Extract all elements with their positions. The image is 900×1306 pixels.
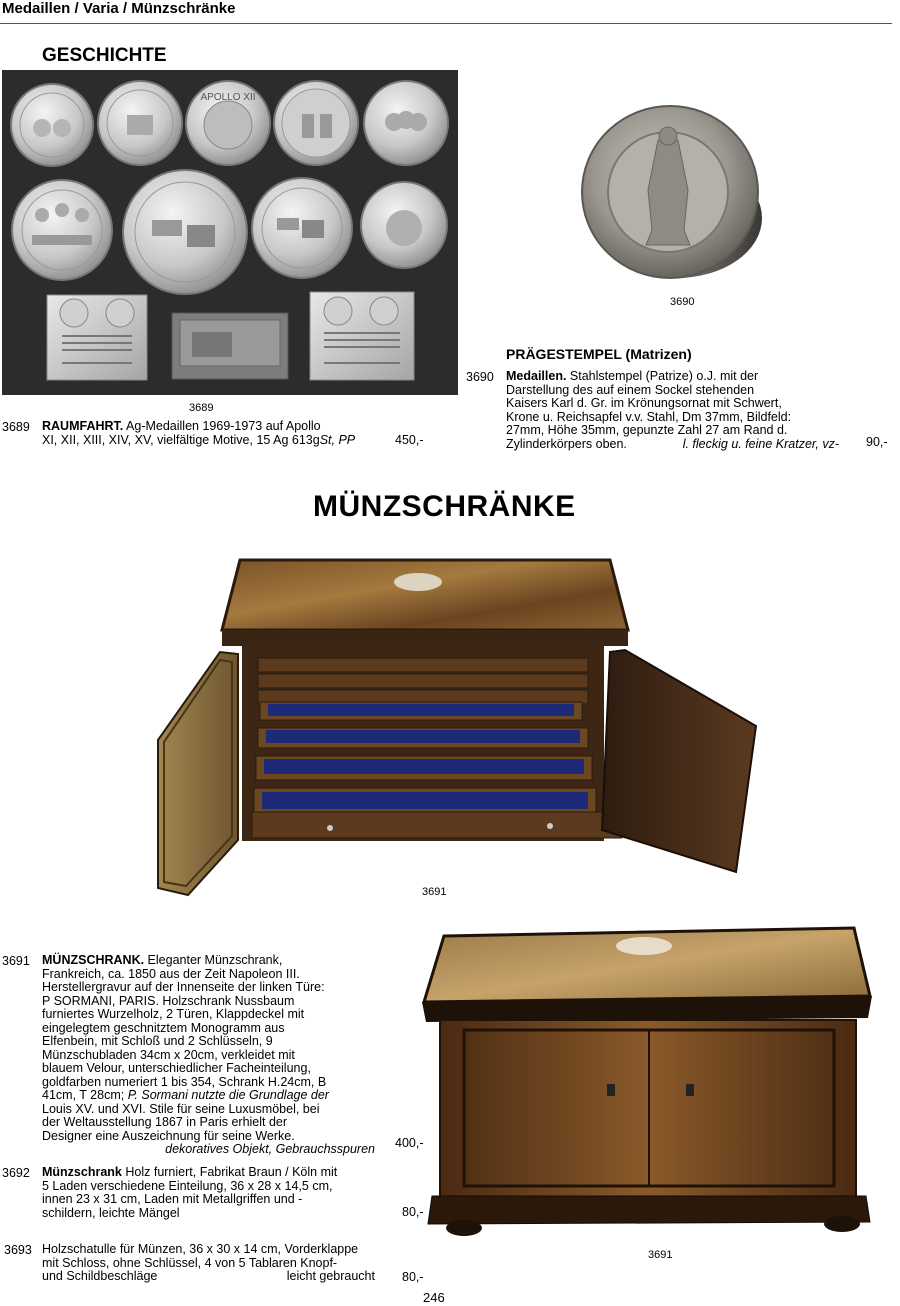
lot-price-3690: 90,- [866,435,888,449]
lot-condition-3690: l. fleckig u. feine Kratzer, vz- [682,436,839,451]
die-photo [580,100,766,284]
lot-price-3692: 80,- [402,1205,424,1219]
medal-7 [123,170,247,294]
lot-condition-3689: St, PP [319,432,356,447]
lot-number-3690: 3690 [466,370,494,384]
medal-1 [11,84,93,166]
section-heading-praegestempel: PRÄGESTEMPEL (Matrizen) [506,346,692,362]
medal-3-text: APOLLO XII [200,92,256,103]
lot-price-3689: 450,- [395,433,424,447]
plaque-3 [310,292,414,380]
medal-9 [361,182,447,268]
plaque-2 [172,313,288,379]
lot-number-3689: 3689 [2,420,30,434]
lot-description-3693: Holzschatulle für Münzen, 36 x 30 x 14 cm, Vorderklappe mit Schloss, ohne Schlüssel, 4 von 5 Tablaren Knopf- und Schildbeschläge leicht gebraucht [42,1242,375,1283]
medals-photo [2,70,458,395]
lot-title-3691: MÜNZSCHRANK. [42,953,145,967]
lot-title-3690: Medaillen. [506,369,567,383]
lot-title-3692: Münzschrank [42,1165,122,1179]
medal-2 [98,81,182,165]
caption-3690: 3690 [670,296,695,308]
caption-3691-top: 3691 [422,886,447,898]
lot-condition-3693: leicht gebraucht [286,1269,375,1283]
lot-condition-3691: dekoratives Objekt, Gebrauchsspuren [165,1142,375,1156]
caption-3689: 3689 [189,402,214,414]
lot-description-3689: RAUMFAHRT. Ag-Medaillen 1969-1973 auf Apollo XI, XII, XIII, XIV, XV, vielfältige Motive, 15 Ag 613gSt, PP [42,419,356,447]
plaque-1 [47,295,147,380]
lot-description-3690: Medaillen. Stahlstempel (Patrize) o.J. mit der Darstellung des auf einem Sockel stehenden Kaisers Karl d. Gr. im Krönungsornat mit Schwert, Krone u. Reichsapfel v.v. Stahl, Dm 37mm, Bildfeld: 27mm, Höhe 35mm, gepunzte Zahl 27 am Rand d. Zylinderkörpers oben. l. fleckig u. feine Kratzer, vz- [506,369,839,451]
lot-title-3689: RAUMFAHRT. [42,419,124,433]
lot-price-3691: 400,- [395,1136,424,1150]
section-heading-muenzschraenke: MÜNZSCHRÄNKE [313,490,576,523]
medal-4 [274,81,358,165]
lot-description-3691: MÜNZSCHRANK. Eleganter Münzschrank, Frankreich, ca. 1850 aus der Zeit Napoleon III. Herstellergravur auf der Innenseite der linken Türe: P SORMANI, PARIS. Holzschrank Nussbaum furniertes Wurzelholz, 2 Türen, Klappdeckel mit eingelegtem geschnitztem Monogramm aus Elfenbein, mit Schloß und 2 Schlüsseln, 9 Münzschubladen 34cm x 20cm, verkleidet mit blauem Velour, unterschiedlicher Facheinteilung, goldfarben numeriert 1 bis 354, Schrank H.24cm, B 41cm, T 28cm; P. Sormani nutzte die Grundlage der Louis XV. und XVI. Stile für seine Luxusmöbel, bei der Weltausstellung 1867 in Paris erhielt der Designer eine Auszeichnung für seine Werke. dekoratives Objekt, Gebrauchsspuren [42,953,375,1156]
lot-number-3691: 3691 [2,954,30,968]
lot-number-3692: 3692 [2,1166,30,1180]
page-header-title: Medaillen / Varia / Münzschränke [2,0,236,17]
medal-8 [252,178,352,278]
lot-price-3693: 80,- [402,1270,424,1284]
page-number: 246 [423,1290,445,1305]
header-rule [0,23,892,24]
caption-3691-bottom: 3691 [648,1249,673,1261]
lot-description-3692: Münzschrank Holz furniert, Fabrikat Braun / Köln mit 5 Laden verschiedene Einteilung, 36 x 28 x 14,5 cm, innen 23 x 31 cm, Laden mit Metallgriffen und - schildern, leichte Mängel [42,1165,338,1220]
section-heading-geschichte: GESCHICHTE [42,45,167,66]
closed-cabinet-photo [404,906,894,1276]
lot-number-3693: 3693 [4,1243,32,1257]
medal-3 [186,81,270,165]
open-cabinet-photo [150,550,760,900]
medal-5 [364,81,448,165]
medal-6 [12,180,112,280]
